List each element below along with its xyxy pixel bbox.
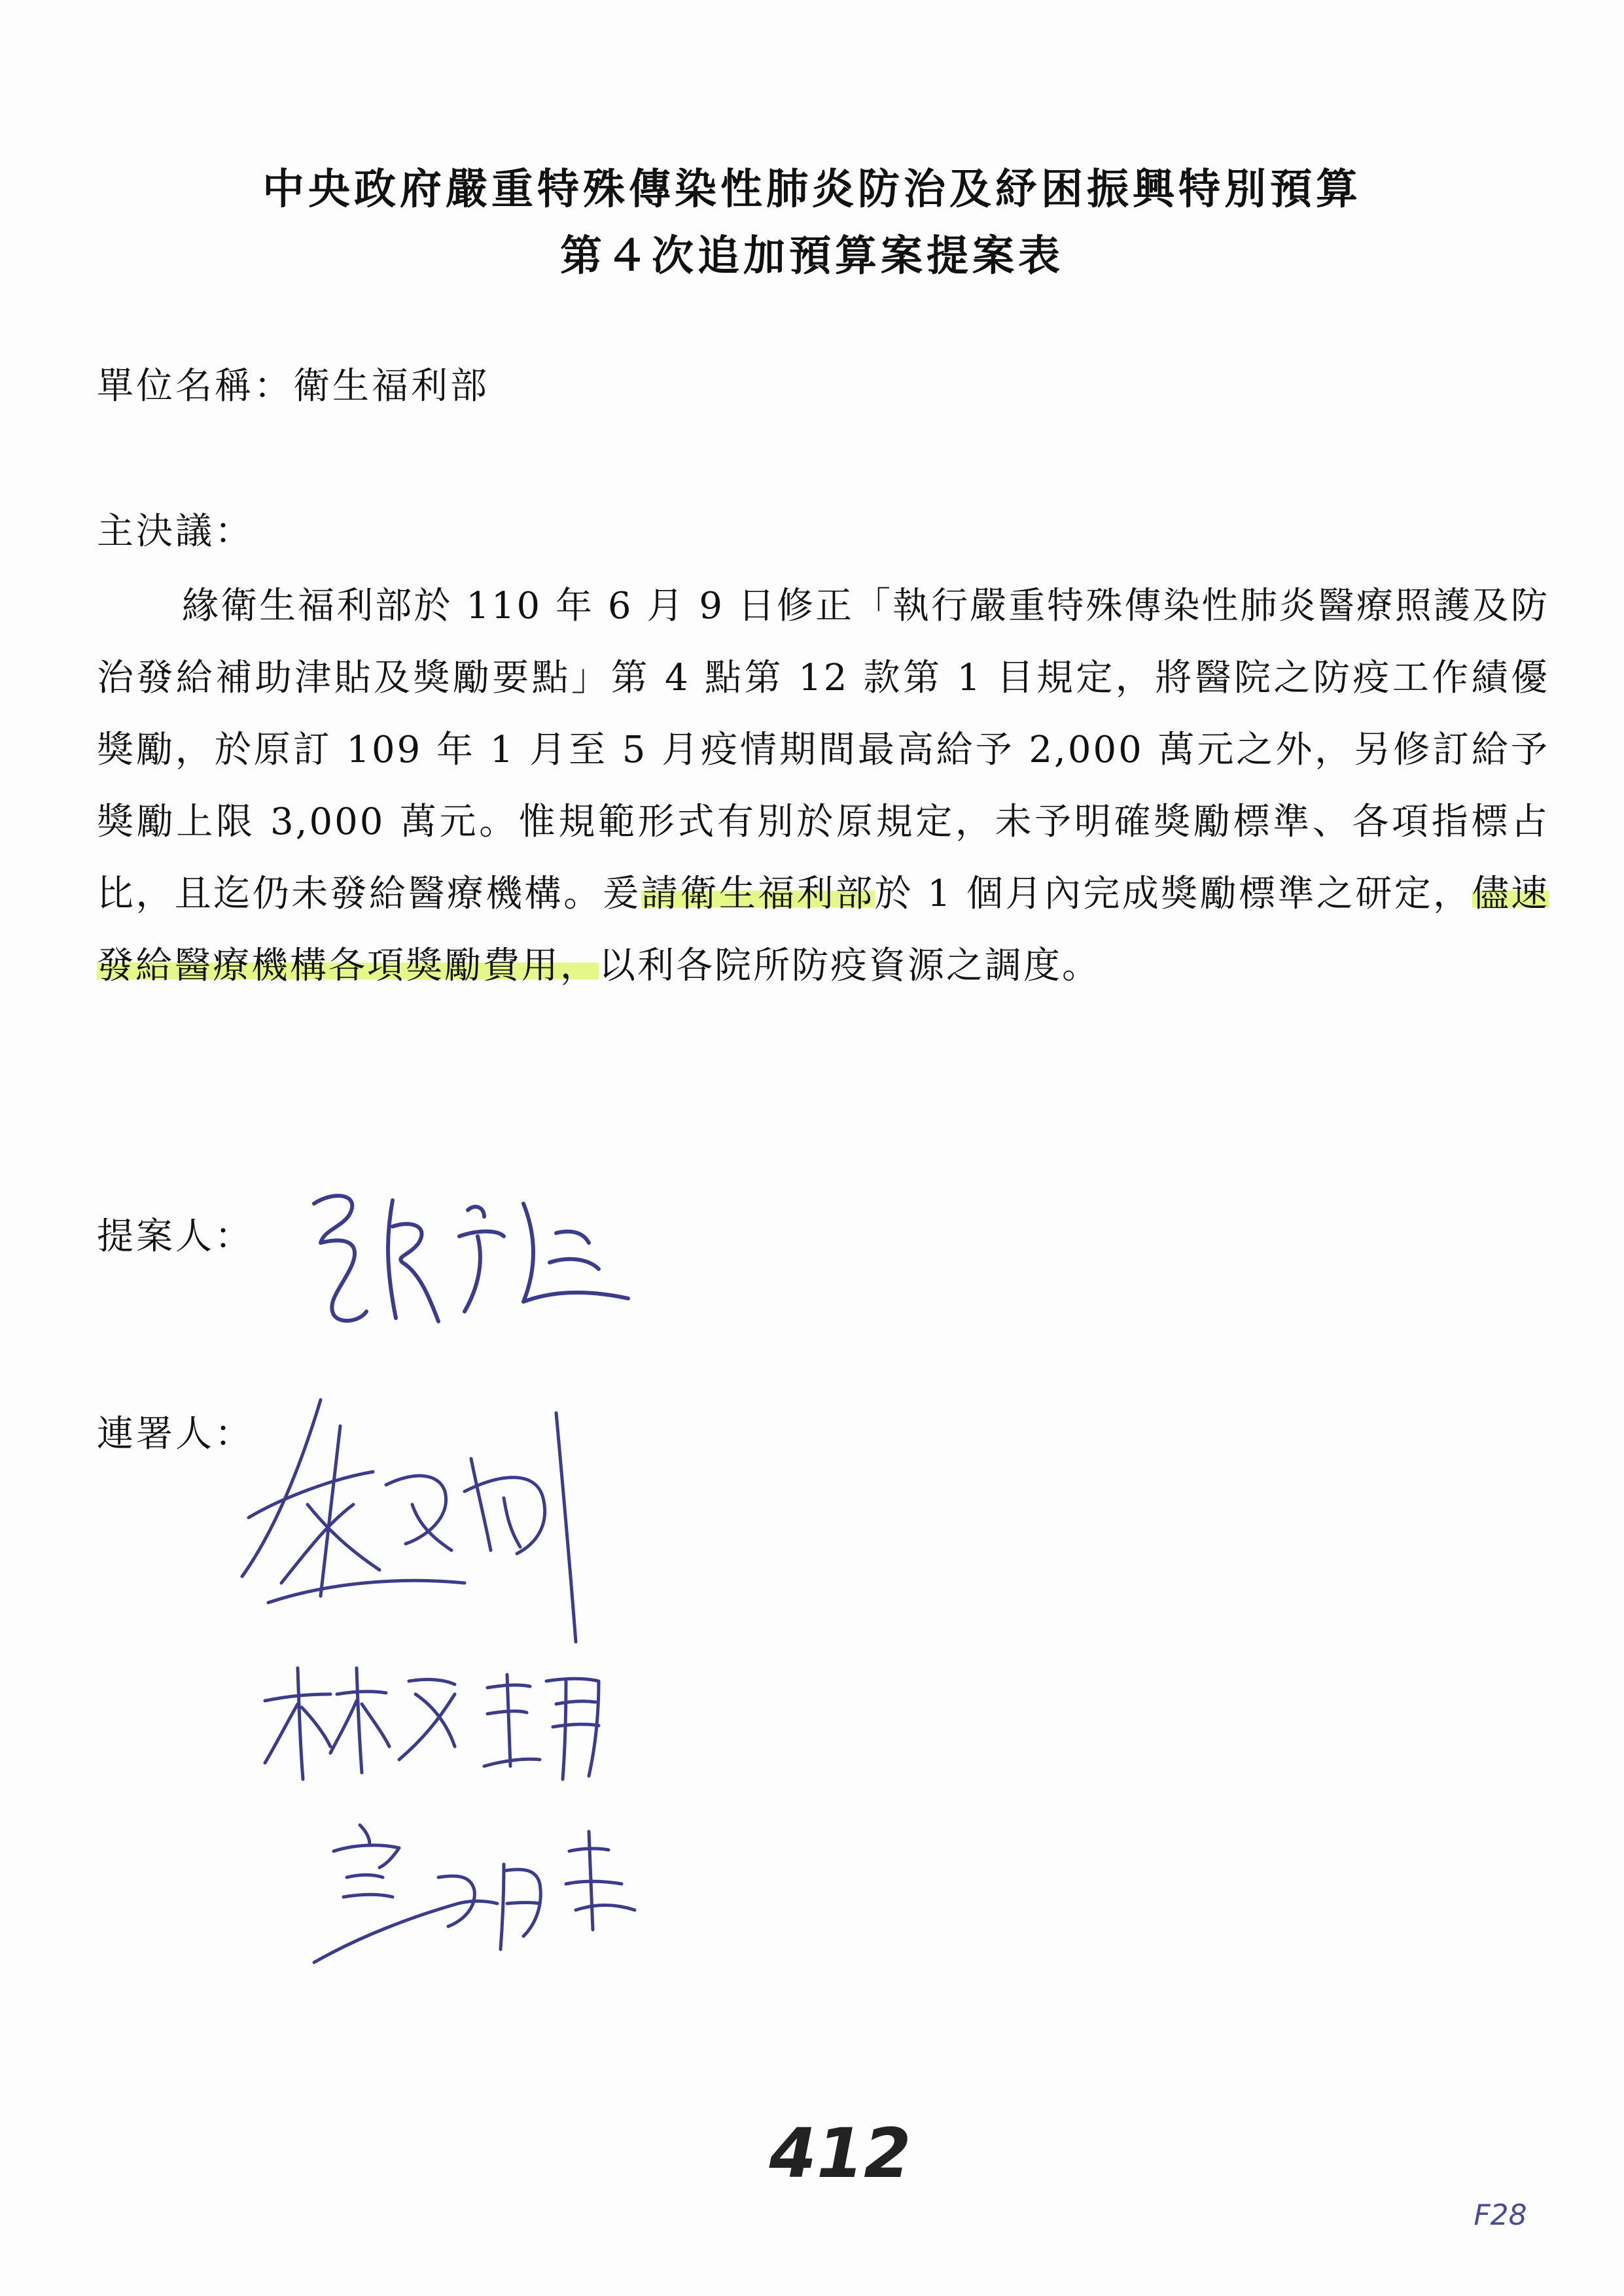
- unit-row: [97, 357, 489, 409]
- document-title-line-1: 中央政府嚴重特殊傳染性肺炎防治及紓困振興特別預算: [262, 165, 1362, 214]
- cosigner-signature-2: [258, 1655, 625, 1786]
- highlighted-phrase-2: 儘速發給醫療機構各項獎勵費用，: [97, 873, 1550, 987]
- body-text-part-1: 緣衛生福利部於 110 年 6 月 9 日修正「執行嚴重特殊傳染性肺炎醫療照護及防治發給補助津貼及獎勵要點」第 4 點第 12 款第 1 目規定，將醫院之防疫工作績優獎勵，於原訂 109 年 1 月至 5 月疫情期間最高給予 2,000 萬元之外，另修訂給予獎勵上限 3,000 萬元。惟規範形式有別於原規定，未予明確獎勵標準、各項指標占比，且迄仍未發給醫療機構。爰: [97, 585, 1549, 915]
- document-title-line-2: 第４次追加預算案提案表: [560, 232, 1064, 281]
- page-number-text: 412: [769, 2113, 911, 2190]
- cosigner-label: 連署人：: [97, 1413, 254, 1455]
- cosigner-signature-1: [229, 1387, 595, 1655]
- proposer-signature: [288, 1164, 641, 1341]
- proposer-label: 提案人：: [97, 1215, 254, 1258]
- resolution-body: [97, 570, 1549, 1002]
- corner-mark: [1458, 2189, 1543, 2241]
- corner-mark-text: F28: [1474, 2199, 1527, 2232]
- unit-name: 衛生福利部: [293, 365, 489, 408]
- body-text-part-2: 於 1 個月內完成獎勵標準之研定，: [874, 873, 1472, 915]
- resolution-label: 主決議：: [97, 510, 254, 553]
- cosigner-signature-3: [308, 1812, 648, 1975]
- page-number: [762, 2112, 919, 2190]
- body-text-part-3: 以利各院所防疫資源之調度。: [599, 945, 1101, 987]
- unit-label: 單位名稱：: [97, 365, 293, 408]
- highlighted-phrase-1: 請衛生福利部: [641, 873, 875, 915]
